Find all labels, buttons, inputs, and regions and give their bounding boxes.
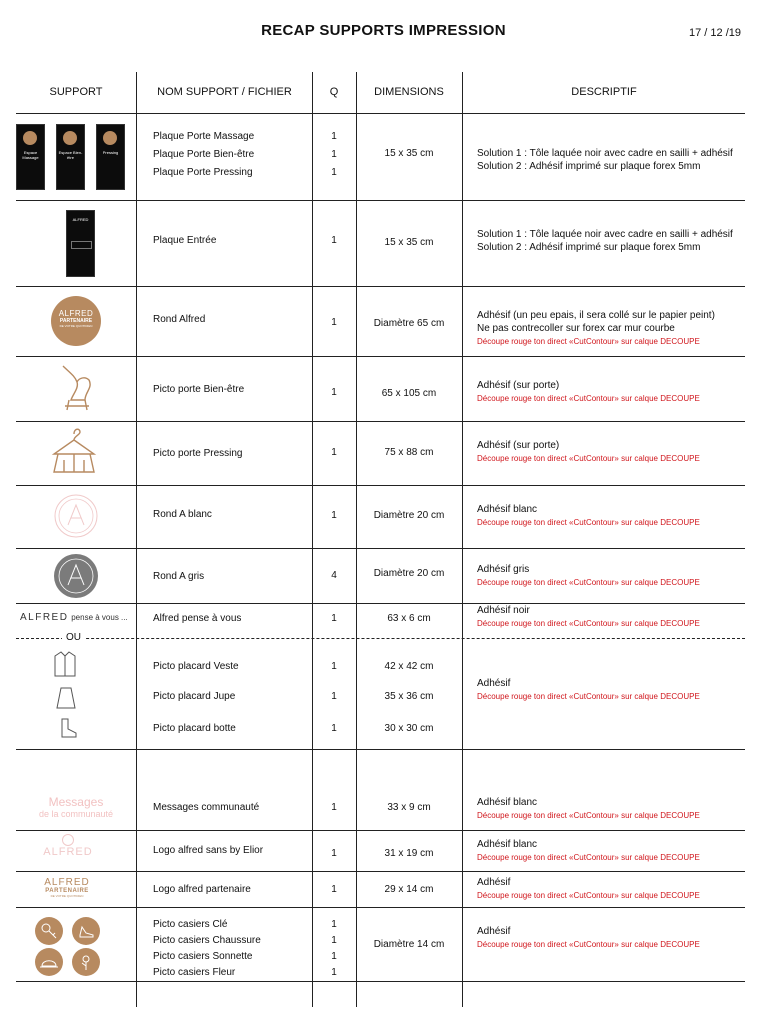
row9-q-jupe: 1 xyxy=(331,691,337,702)
row9-dim-botte: 30 x 30 cm xyxy=(384,723,434,734)
row12-name: Logo alfred partenaire xyxy=(153,884,251,895)
sign-entree-image: ALFRED xyxy=(66,210,95,277)
header-name: NOM SUPPORT / FICHIER xyxy=(157,86,292,98)
row9-name-veste: Picto placard Veste xyxy=(153,661,239,672)
column-divider xyxy=(356,72,357,1007)
row2-descriptif: Solution 1 : Tôle laquée noir avec cadre en sailli + adhésif Solution 2 : Adhésif imprimé sur plaque forex 5mm xyxy=(477,229,733,253)
row-divider xyxy=(16,356,745,357)
row11-q: 1 xyxy=(331,848,337,859)
row7-q: 4 xyxy=(331,570,337,581)
row10-name: Messages communauté xyxy=(153,802,260,813)
row2-q: 1 xyxy=(331,235,337,246)
sign-massage-image: Espace Massage xyxy=(16,124,45,190)
messages-logo: Messages de la communauté xyxy=(38,795,114,819)
sign-bienetre-image: Espace Bien-être xyxy=(56,124,85,190)
row8-name: Alfred pense à vous xyxy=(153,613,242,624)
row3-descriptif: Adhésif (un peu epais, il sera collé sur le papier peint) Ne pas contrecoller sur forex car mur courbe Découpe rouge ton direct «CutContour» sur calque DECOUPE xyxy=(477,310,715,346)
shoe-icon xyxy=(72,917,100,945)
row8-dimensions: 63 x 6 cm xyxy=(387,613,431,624)
row12-dimensions: 29 x 14 cm xyxy=(384,884,434,895)
row1-dimensions: 15 x 35 cm xyxy=(384,148,434,159)
row4-dimensions: 65 x 105 cm xyxy=(381,388,437,399)
row3-name: Rond Alfred xyxy=(153,314,206,325)
column-divider xyxy=(136,72,137,1007)
row1-descriptif: Solution 1 : Tôle laquée noir avec cadre en sailli + adhésif Solution 2 : Adhésif imprimé sur plaque forex 5mm xyxy=(477,148,733,172)
row9-q-botte: 1 xyxy=(331,723,337,734)
row7-name: Rond A gris xyxy=(153,571,205,582)
row13-quantities: 1 1 1 1 xyxy=(331,919,337,978)
row13-dimensions: Diamètre 14 cm xyxy=(373,939,445,950)
bell-icon xyxy=(35,948,63,976)
row8-q: 1 xyxy=(331,613,337,624)
row8-descriptif: Adhésif noir Découpe rouge ton direct «CutContour» sur calque DECOUPE xyxy=(477,605,700,628)
jupe-icon xyxy=(56,685,76,711)
row4-descriptif: Adhésif (sur porte) Découpe rouge ton direct «CutContour» sur calque DECOUPE xyxy=(477,380,700,403)
row13-descriptif: Adhésif Découpe rouge ton direct «CutContour» sur calque DECOUPE xyxy=(477,926,700,949)
row-divider xyxy=(16,981,745,982)
row4-name: Picto porte Bien-être xyxy=(153,384,245,395)
row-divider xyxy=(16,421,745,422)
row10-dimensions: 33 x 9 cm xyxy=(387,802,431,813)
row11-dimensions: 31 x 19 cm xyxy=(384,848,434,859)
row-divider xyxy=(16,830,745,831)
alfred-pense-logo: ALFRED pense à vous ... xyxy=(20,612,128,623)
logo-alfred-partenaire: ALFRED PARTENAIRE DE VOTRE QUOTIDIEN xyxy=(44,877,90,898)
rond-a-blanc-icon xyxy=(53,493,99,539)
row7-dimensions: Diamètre 20 cm xyxy=(373,568,445,579)
veste-icon xyxy=(53,650,77,678)
row6-name: Rond A blanc xyxy=(153,509,212,520)
row-divider xyxy=(16,485,745,486)
row10-q: 1 xyxy=(331,802,337,813)
row9-name-botte: Picto placard botte xyxy=(153,723,236,734)
rond-alfred-logo: ALFRED PARTENAIRE DE VOTRE QUOTIDIEN xyxy=(51,296,101,346)
row4-q: 1 xyxy=(331,387,337,398)
key-icon xyxy=(35,917,63,945)
row6-dimensions: Diamètre 20 cm xyxy=(373,510,445,521)
sign-pressing-image: Pressing xyxy=(96,124,125,190)
row1-quantities: 1 1 1 xyxy=(331,131,337,178)
row-divider xyxy=(16,286,745,287)
column-divider xyxy=(462,72,463,1007)
row5-descriptif: Adhésif (sur porte) Découpe rouge ton direct «CutContour» sur calque DECOUPE xyxy=(477,440,700,463)
row9-descriptif: Adhésif Découpe rouge ton direct «CutContour» sur calque DECOUPE xyxy=(477,678,700,701)
botte-icon xyxy=(58,717,78,739)
row5-name: Picto porte Pressing xyxy=(153,448,243,459)
row11-descriptif: Adhésif blanc Découpe rouge ton direct «CutContour» sur calque DECOUPE xyxy=(477,839,700,862)
row9-q-veste: 1 xyxy=(331,661,337,672)
row5-dimensions: 75 x 88 cm xyxy=(384,447,434,458)
row-divider xyxy=(16,548,745,549)
page-title: RECAP SUPPORTS IMPRESSION xyxy=(261,22,506,39)
row13-names: Picto casiers Clé Picto casiers Chaussure Picto casiers Sonnette Picto casiers Fleur xyxy=(153,919,261,978)
row9-dim-jupe: 35 x 36 cm xyxy=(384,691,434,702)
row3-dimensions: Diamètre 65 cm xyxy=(373,318,445,329)
flower-icon xyxy=(72,948,100,976)
row1-names: Plaque Porte Massage Plaque Porte Bien-être Plaque Porte Pressing xyxy=(153,131,255,178)
row11-name: Logo alfred sans by Elior xyxy=(153,845,264,856)
row10-descriptif: Adhésif blanc Découpe rouge ton direct «CutContour» sur calque DECOUPE xyxy=(477,797,700,820)
header-q: Q xyxy=(329,86,339,98)
document-date: 17 / 12 /19 xyxy=(689,27,741,39)
row6-q: 1 xyxy=(331,510,337,521)
row-divider xyxy=(16,907,745,908)
row9-name-jupe: Picto placard Jupe xyxy=(153,691,236,702)
row-divider xyxy=(16,749,745,750)
row12-descriptif: Adhésif Découpe rouge ton direct «CutContour» sur calque DECOUPE xyxy=(477,877,700,900)
picto-pressing-hanger-icon xyxy=(50,426,98,478)
header-dimensions: DIMENSIONS xyxy=(374,86,444,98)
or-separator xyxy=(16,638,745,639)
row7-descriptif: Adhésif gris Découpe rouge ton direct «CutContour» sur calque DECOUPE xyxy=(477,564,700,587)
picto-bienetre-icon xyxy=(55,362,99,414)
row-divider xyxy=(16,200,745,201)
logo-alfred-blanc: ALFRED xyxy=(38,834,98,858)
row9-dim-veste: 42 x 42 cm xyxy=(384,661,434,672)
column-divider xyxy=(312,72,313,1007)
row6-descriptif: Adhésif blanc Découpe rouge ton direct «CutContour» sur calque DECOUPE xyxy=(477,504,700,527)
row-divider xyxy=(16,113,745,114)
row-divider xyxy=(16,871,745,872)
row12-q: 1 xyxy=(331,884,337,895)
header-support: SUPPORT xyxy=(49,86,103,98)
header-descriptif: DESCRIPTIF xyxy=(571,86,637,98)
row2-dimensions: 15 x 35 cm xyxy=(384,237,434,248)
row5-q: 1 xyxy=(331,447,337,458)
rond-a-gris-icon xyxy=(53,553,99,599)
row3-q: 1 xyxy=(331,317,337,328)
or-label: OU xyxy=(62,632,85,643)
row2-name: Plaque Entrée xyxy=(153,235,217,246)
